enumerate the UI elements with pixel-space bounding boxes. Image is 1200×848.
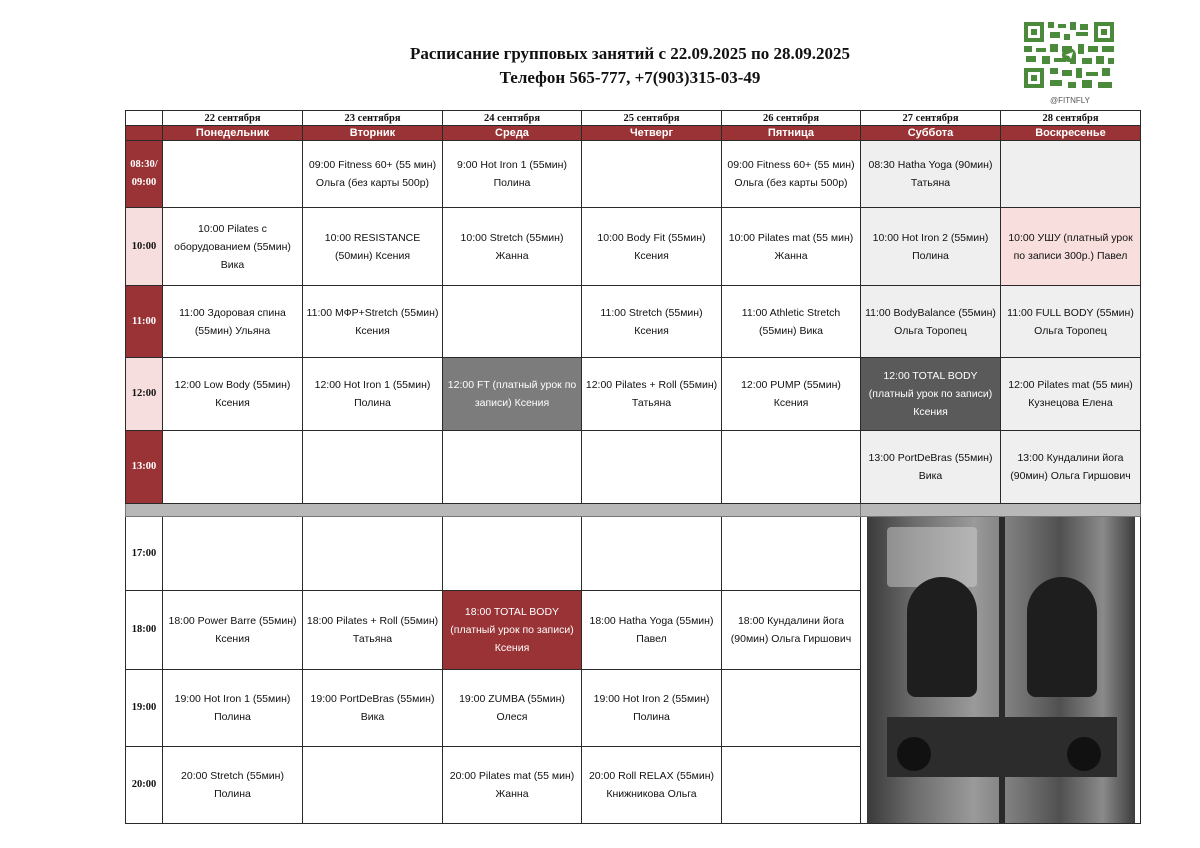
weekday-cell: Вторник xyxy=(303,126,443,141)
class-cell: 11:00 Athletic Stretch (55мин) Вика xyxy=(722,286,861,358)
class-cell: 11:00 Stretch (55мин) Ксения xyxy=(582,286,722,358)
class-cell-paid: 10:00 УШУ (платный урок по записи 300р.) Павел xyxy=(1001,208,1141,286)
class-cell: 12:00 PUMP (55мин) Ксения xyxy=(722,358,861,431)
date-cell: 22 сентября xyxy=(163,111,303,126)
schedule-title xyxy=(300,42,960,90)
weekday-cell: Суббота xyxy=(861,126,1001,141)
class-cell xyxy=(303,431,443,504)
class-cell xyxy=(443,431,582,504)
date-cell: 26 сентября xyxy=(722,111,861,126)
class-cell: 18:00 Pilates + Roll (55мин) Татьяна xyxy=(303,591,443,670)
time-slot-row xyxy=(126,431,1141,504)
class-cell xyxy=(303,517,443,591)
class-cell: 09:00 Fitness 60+ (55 мин) Ольга (без карты 500р) xyxy=(722,141,861,208)
class-cell: 12:00 Pilates + Roll (55мин) Татьяна xyxy=(582,358,722,431)
class-cell: 19:00 ZUMBA (55мин) Олеся xyxy=(443,670,582,746)
class-cell: 09:00 Fitness 60+ (55 мин) Ольга (без карты 500р) xyxy=(303,141,443,208)
time-slot-row xyxy=(126,141,1141,208)
class-cell: 12:00 Hot Iron 1 (55мин) Полина xyxy=(303,358,443,431)
corner-cell xyxy=(126,126,163,141)
class-cell: 18:00 Кундалини йога (90мин) Ольга Гиршович xyxy=(722,591,861,670)
class-cell: 11:00 Здоровая спина (55мин) Ульяна xyxy=(163,286,303,358)
divider-bar xyxy=(861,504,1141,517)
class-cell: 10:00 Pilates с оборудованием (55мин) Вика xyxy=(163,208,303,286)
title-line-phone: Телефон 565-777, +7(903)315-03-49 xyxy=(499,68,761,87)
class-cell xyxy=(582,517,722,591)
time-label: 20:00 xyxy=(126,746,163,823)
time-label: 08:30/ 09:00 xyxy=(126,141,163,208)
time-label: 18:00 xyxy=(126,591,163,670)
class-cell: 11:00 МФР+Stretch (55мин) Ксения xyxy=(303,286,443,358)
divider-bar xyxy=(126,504,861,517)
class-cell: 10:00 Body Fit (55мин) Ксения xyxy=(582,208,722,286)
title-line-dates: Расписание групповых занятий с 22.09.2025 по 28.09.2025 xyxy=(409,44,851,63)
class-cell: 13:00 Кундалини йога (90мин) Ольга Гиршович xyxy=(1001,431,1141,504)
weekday-cell: Воскресенье xyxy=(1001,126,1141,141)
class-cell: 20:00 Roll RELAX (55мин) Книжникова Ольга xyxy=(582,746,722,823)
schedule-table xyxy=(125,110,1141,824)
date-cell: 25 сентября xyxy=(582,111,722,126)
weekday-row xyxy=(126,126,1141,141)
weekday-cell: Пятница xyxy=(722,126,861,141)
date-cell: 27 сентября xyxy=(861,111,1001,126)
corner-cell xyxy=(126,111,163,126)
class-cell: 19:00 Hot Iron 2 (55мин) Полина xyxy=(582,670,722,746)
class-cell: 10:00 RESISTANCE (50мин) Ксения xyxy=(303,208,443,286)
class-cell xyxy=(163,431,303,504)
class-cell xyxy=(443,517,582,591)
weekday-cell: Четверг xyxy=(582,126,722,141)
gym-photo-image xyxy=(867,517,1135,823)
class-cell xyxy=(443,286,582,358)
class-cell: 20:00 Pilates mat (55 мин) Жанна xyxy=(443,746,582,823)
class-cell xyxy=(722,431,861,504)
class-cell: 19:00 PortDeBras (55мин) Вика xyxy=(303,670,443,746)
class-cell xyxy=(722,517,861,591)
class-cell xyxy=(722,746,861,823)
class-cell xyxy=(1001,141,1141,208)
class-cell: 13:00 PortDeBras (55мин) Вика xyxy=(861,431,1001,504)
class-cell: 18:00 Hatha Yoga (55мин) Павел xyxy=(582,591,722,670)
time-label: 12:00 xyxy=(126,358,163,431)
qr-code xyxy=(1022,20,1116,90)
date-cell: 24 сентября xyxy=(443,111,582,126)
time-slot-row xyxy=(126,286,1141,358)
class-cell: 18:00 Power Barre (55мин) Ксения xyxy=(163,591,303,670)
class-cell-paid: 12:00 TOTAL BODY (платный урок по записи) Ксения xyxy=(861,358,1001,431)
class-cell: 08:30 Hatha Yoga (90мин) Татьяна xyxy=(861,141,1001,208)
class-cell: 11:00 BodyBalance (55мин) Ольга Торопец xyxy=(861,286,1001,358)
class-cell xyxy=(582,431,722,504)
class-cell: 9:00 Hot Iron 1 (55мин) Полина xyxy=(443,141,582,208)
qr-handle: @FITNFLY xyxy=(1050,96,1090,105)
date-row xyxy=(126,111,1141,126)
class-cell-paid: 18:00 TOTAL BODY (платный урок по записи) Ксения xyxy=(443,591,582,670)
class-cell: 12:00 Low Body (55мин) Ксения xyxy=(163,358,303,431)
class-cell xyxy=(582,141,722,208)
time-slot-row xyxy=(126,358,1141,431)
weekday-cell: Среда xyxy=(443,126,582,141)
class-cell: 19:00 Hot Iron 1 (55мин) Полина xyxy=(163,670,303,746)
time-label: 17:00 xyxy=(126,517,163,591)
class-cell xyxy=(722,670,861,746)
weekday-cell: Понедельник xyxy=(163,126,303,141)
section-divider xyxy=(126,504,1141,517)
gym-photo xyxy=(861,517,1141,824)
time-label: 10:00 xyxy=(126,208,163,286)
class-cell: 12:00 Pilates mat (55 мин) Кузнецова Елена xyxy=(1001,358,1141,431)
class-cell: 10:00 Hot Iron 2 (55мин) Полина xyxy=(861,208,1001,286)
time-label: 13:00 xyxy=(126,431,163,504)
class-cell: 10:00 Pilates mat (55 мин) Жанна xyxy=(722,208,861,286)
class-cell xyxy=(163,517,303,591)
class-cell xyxy=(303,746,443,823)
time-slot-row xyxy=(126,517,1141,591)
time-slot-row xyxy=(126,208,1141,286)
class-cell: 20:00 Stretch (55мин) Полина xyxy=(163,746,303,823)
class-cell xyxy=(163,141,303,208)
class-cell-paid: 12:00 FT (платный урок по записи) Ксения xyxy=(443,358,582,431)
date-cell: 28 сентября xyxy=(1001,111,1141,126)
date-cell: 23 сентября xyxy=(303,111,443,126)
class-cell: 11:00 FULL BODY (55мин) Ольга Торопец xyxy=(1001,286,1141,358)
class-cell: 10:00 Stretch (55мин) Жанна xyxy=(443,208,582,286)
time-label: 11:00 xyxy=(126,286,163,358)
time-label: 19:00 xyxy=(126,670,163,746)
